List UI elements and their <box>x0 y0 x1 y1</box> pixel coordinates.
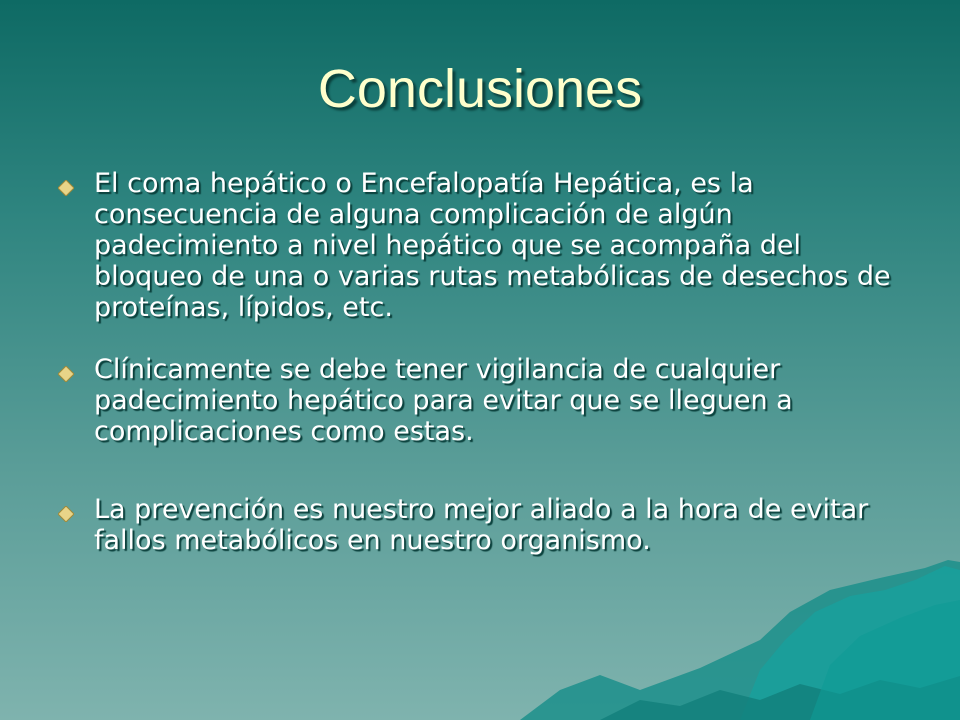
bullet-item <box>58 168 908 354</box>
bullet-list <box>58 168 908 556</box>
bullet-text: Clínicamente se debe tener vigilancia de cualquier padecimiento hepático para evitar que se lleguen a complicaciones como estas. <box>94 354 793 447</box>
bullet-text: El coma hepático o Encefalopatía Hepática, es la consecuencia de alguna complicación de algún padecimiento a nivel hepático que se acompaña del bloqueo de una o varias rutas metabólicas de desechos de proteínas, lípidos, etc. <box>94 168 891 323</box>
bullet-text: La prevención es nuestro mejor aliado a la hora de evitar fallos metabólicos en nuestro organismo. <box>94 494 869 556</box>
bullet-item <box>58 354 908 494</box>
diamond-icon <box>58 494 94 522</box>
slide-title: Conclusiones <box>317 59 643 119</box>
bullet-item <box>58 494 908 556</box>
diamond-icon <box>58 354 94 382</box>
diamond-icon <box>58 168 94 196</box>
